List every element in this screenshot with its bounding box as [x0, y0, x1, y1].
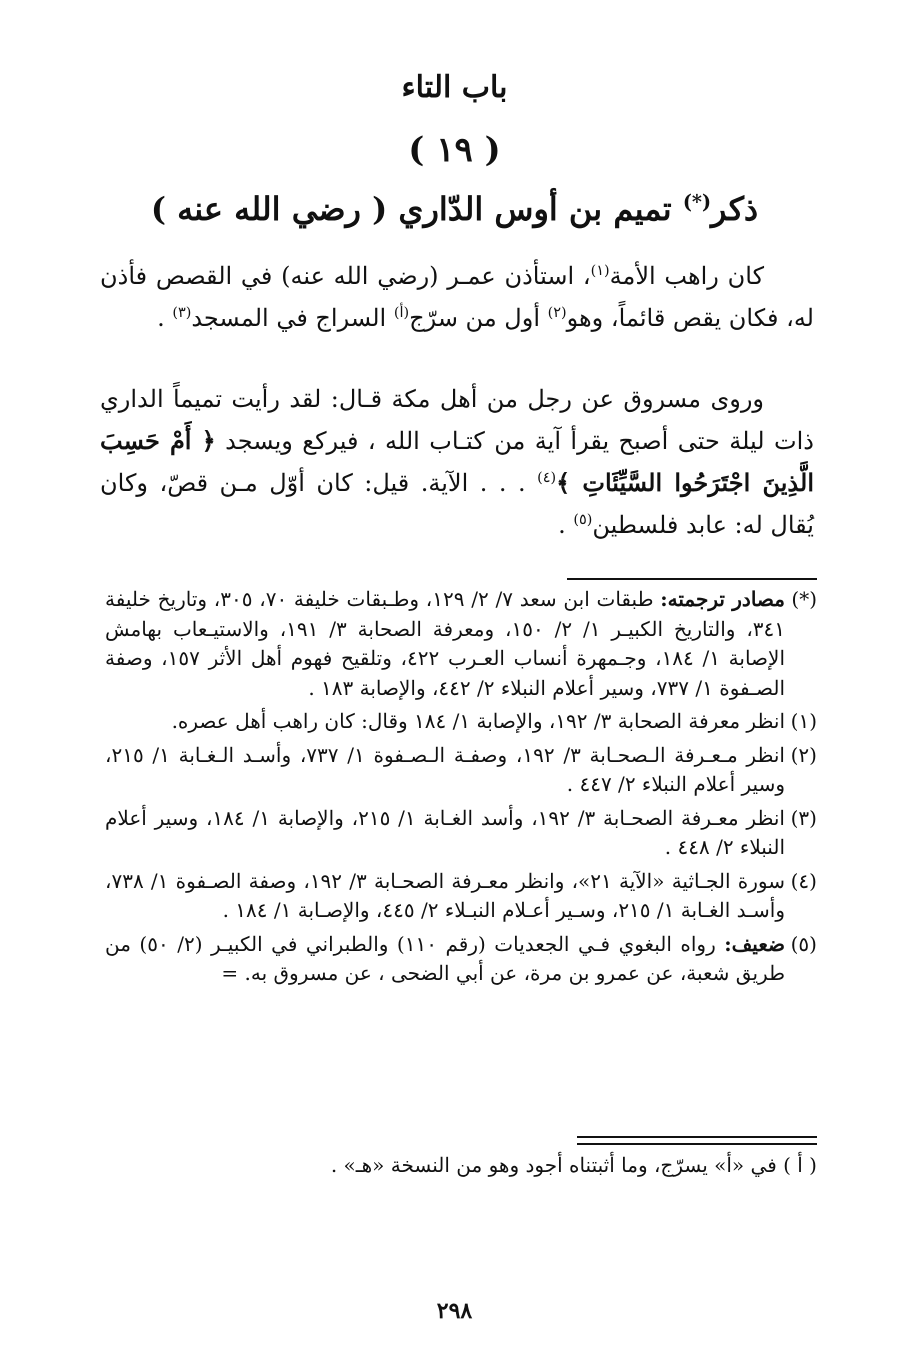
- footnote-marker: (١): [790, 709, 817, 733]
- footnote-ref-4: (٤): [537, 470, 557, 486]
- p1-text-5: .: [157, 304, 173, 332]
- variant-ref-a: (أ): [393, 305, 410, 321]
- footnote-ref-5: (٥): [573, 512, 593, 528]
- footnote-text: طبقات ابن سعد ٧/ ٢/ ١٢٩، وطـبقات خليفة ٧٠، ٣٠٥، وتاريخ خليفة ٣٤١، والتاريخ الكبيـر ١/ ٢/ ١٥٠، ومعرفة الصحابة ٣/ ١٩١، والاستيـعاب بهامش الإصابة ١/ ١٨٤، وجـمهرة أنساب العـرب ٤٢٢، وتلقيح فهوم أهل الأثر ١٥٧، وصفة الصـفوة ١/ ٧٣٧، وسير أعلام النبلاء ٢/ ٤٤٢، والإصابة ١٨٣ .: [105, 587, 786, 700]
- quran-verse: ﴿ أَمْ حَسِبَ الَّذِينَ اجْتَرَحُوا السَّيِّئَاتِ ﴾: [100, 426, 814, 497]
- footnote-separator: [567, 578, 817, 580]
- variant-note: [105, 1150, 817, 1180]
- entry-title-name: تميم بن أوس الدّاري ( رضي الله عنه ): [150, 190, 672, 228]
- footnote-ref-3: (٣): [172, 305, 192, 321]
- footnote-4: [105, 867, 817, 926]
- paragraph-2: [100, 378, 814, 546]
- p2-text-3: .: [558, 511, 574, 539]
- footnote-ref-2: (٢): [547, 305, 567, 321]
- footnote-text: رواه البغوي فـي الجعديات (رقم ١١٠) والطبراني في الكبيـر (٢/ ٥٠) من طريق شعبة، عن عمرو بن مرة، عن أبي الضحى ، عن مسروق به. =: [105, 931, 785, 985]
- footnote-5: [105, 930, 817, 989]
- footnote-sources: [105, 585, 817, 703]
- footnote-text: انظر معرفة الصحابة ٣/ ١٩٢، والإصابة ١/ ١٨٤ وقال: كان راهب أهل عصره.: [171, 709, 785, 733]
- chapter-title: باب التاء: [401, 70, 508, 105]
- footnote-marker: (٤): [790, 868, 817, 893]
- p1-text-3: أول من سرّج: [409, 304, 548, 332]
- p2-text-1: وروى مسروق عن رجل من أهل مكة قـال: لقد رأيت تميماً الداري ذات ليلة حتى أصبح يقرأ آية من كتـاب الله ، فيركع ويسجد: [100, 385, 814, 455]
- footnote-label: ضعيف:: [724, 931, 785, 956]
- footnote-text: انظر مـعـرفة الـصحـابة ٣/ ١٩٢، وصفـة الـصـفوة ١/ ٧٣٧، وأسـد الـغـابة ١/ ٢١٥، وسير أعلام النبلاء ٢/ ٤٤٧ .: [105, 742, 785, 796]
- page-number: ٢٩٨: [436, 1298, 473, 1324]
- footnote-text: انظر معـرفة الصحـابة ٣/ ١٩٢، وأسد الغـابة ١/ ٢١٥، والإصابة ١/ ١٨٤، وسير أعلام النبلاء ٢/ ٤٤٨ .: [105, 805, 785, 859]
- paragraph-1: [100, 255, 814, 339]
- footnote-marker: (*): [791, 587, 817, 611]
- entry-number: ( ١٩ ): [408, 130, 501, 170]
- footnote-label: مصادر ترجمته:: [660, 587, 785, 611]
- p2-text-2: . . . الآية. قيل: كان أوّل مـن قصّ، وكان يُقال له: عابد فلسطين: [100, 469, 814, 539]
- footnote-marker: (٥): [790, 931, 817, 956]
- footnote-1: [105, 707, 817, 737]
- footnote-marker: (٢): [790, 742, 817, 767]
- footnote-3: [105, 804, 817, 863]
- footnote-marker: (٣): [790, 805, 817, 830]
- p1-text-2: ، استأذن عمـر (رضي الله عنه) في القصص فأذن له، فكان يقص قائماً، وهو: [100, 262, 814, 332]
- variant-marker: ( أ ): [783, 1153, 817, 1177]
- footnote-text: سورة الجـاثية «الآية ٢١»، وانظر معـرفة الصحـابة ٣/ ١٩٢، وصفة الصـفوة ١/ ٧٣٨، وأسـد الغـابة ١/ ٢١٥، وسـير أعـلام النبـلاء ٢/ ٤٤٥، والإصـابة ١/ ١٨٤ .: [105, 868, 785, 922]
- variant-text: في «أ» يسرّج، وما أثبتناه أجود وهو من النسخة «هـ» .: [330, 1153, 777, 1177]
- footnotes: [105, 585, 817, 993]
- footnote-ref-1: (١): [590, 263, 610, 279]
- footnote-2: [105, 741, 817, 800]
- entry-title: [0, 190, 909, 228]
- entry-title-prefix: ذكر: [711, 190, 759, 228]
- p1-text-4: السراج في المسجد: [191, 304, 394, 332]
- variant-separator: [577, 1136, 817, 1145]
- p1-text-1: كان راهب الأمة: [609, 262, 764, 290]
- title-footnote-marker: (*): [682, 190, 712, 214]
